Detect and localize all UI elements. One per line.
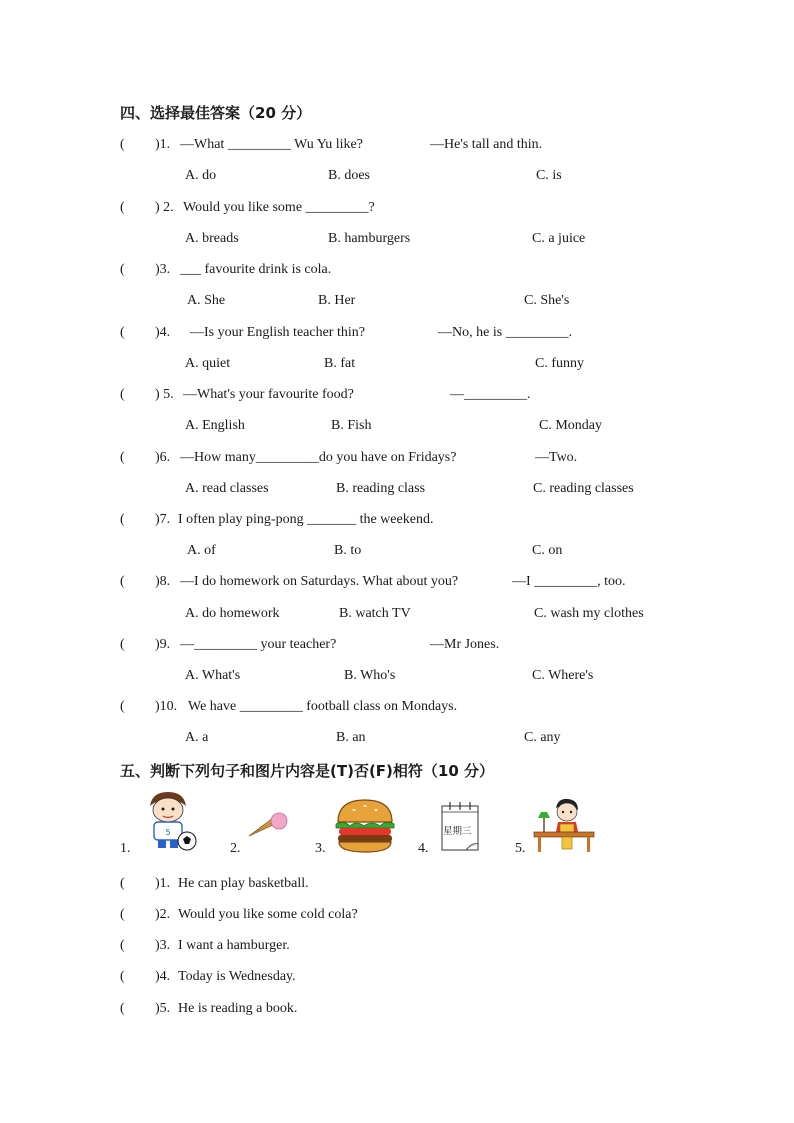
option-a: A. do (185, 168, 217, 183)
answer-paren-open[interactable]: ( (120, 637, 125, 652)
question-reply: —_________. (450, 387, 531, 402)
answer-paren-open[interactable]: ( (120, 938, 125, 953)
statement-text: Would you like some cold cola? (178, 907, 358, 922)
option-a: A. breads (185, 231, 239, 246)
statement-text: He can play basketball. (178, 876, 309, 891)
option-b: B. Who's (344, 668, 396, 683)
option-c: C. any (524, 730, 561, 745)
boy-reading-book-picture (532, 796, 596, 854)
option-a: A. quiet (185, 356, 231, 371)
option-c: C. is (536, 168, 562, 183)
picture-number-2: 2. (230, 841, 241, 856)
option-c: C. She's (524, 293, 570, 308)
statement-text: I want a hamburger. (178, 938, 290, 953)
statement-number: )1. (155, 876, 171, 891)
option-b: B. to (334, 543, 362, 558)
option-a: A. read classes (185, 481, 269, 496)
question-stem: —Is your English teacher thin? (190, 325, 365, 340)
answer-paren-open[interactable]: ( (120, 876, 125, 891)
answer-paren-open[interactable]: ( (120, 450, 125, 465)
option-b: B. does (328, 168, 370, 183)
option-b: B. an (336, 730, 366, 745)
section-4-heading: 四、选择最佳答案（20 分） (120, 104, 312, 122)
question-stem: —_________ your teacher? (180, 637, 337, 652)
question-number: )3. (155, 262, 171, 277)
question-number: )1. (155, 137, 171, 152)
option-b: B. Fish (331, 418, 372, 433)
ice-cream-cone-picture (247, 812, 289, 840)
question-stem: —What _________ Wu Yu like? (180, 137, 363, 152)
question-reply: —No, he is _________. (438, 325, 573, 340)
question-number: )9. (155, 637, 171, 652)
svg-text:5: 5 (165, 828, 171, 837)
option-a: A. English (185, 418, 245, 433)
question-number: )10. (155, 699, 178, 714)
question-number: )6. (155, 450, 171, 465)
question-reply: —Mr Jones. (430, 637, 500, 652)
picture-number-3: 3. (315, 841, 326, 856)
option-c: C. Where's (532, 668, 594, 683)
question-stem: I often play ping-pong _______ the weekend. (178, 512, 434, 527)
calendar-weekday-text: 星期三 (443, 826, 472, 837)
answer-paren-open[interactable]: ( (120, 262, 125, 277)
section-5-heading: 五、判断下列句子和图片内容是(T)否(F)相符（10 分） (120, 762, 494, 780)
option-b: B. watch TV (339, 606, 411, 621)
option-a: A. a (185, 730, 209, 745)
option-c: C. reading classes (533, 481, 634, 496)
answer-paren-open[interactable]: ( (120, 325, 125, 340)
answer-paren-open[interactable]: ( (120, 200, 125, 215)
answer-paren-open[interactable]: ( (120, 699, 125, 714)
answer-paren-open[interactable]: ( (120, 969, 125, 984)
statement-number: )4. (155, 969, 171, 984)
question-reply: —Two. (535, 450, 578, 465)
question-stem: —I do homework on Saturdays. What about you? (180, 574, 459, 589)
answer-paren-open[interactable]: ( (120, 137, 125, 152)
statement-text: He is reading a book. (178, 1001, 298, 1016)
option-c: C. funny (535, 356, 584, 371)
answer-paren-open[interactable]: ( (120, 907, 125, 922)
option-a: A. of (187, 543, 216, 558)
answer-paren-open[interactable]: ( (120, 574, 125, 589)
picture-number-1: 1. (120, 841, 131, 856)
answer-paren-open[interactable]: ( (120, 387, 125, 402)
question-stem: —What's your favourite food? (183, 387, 354, 402)
statement-text: Today is Wednesday. (178, 969, 296, 984)
option-b: B. reading class (336, 481, 426, 496)
option-a: A. do homework (185, 606, 280, 621)
hamburger-picture (334, 796, 396, 854)
question-number: ) 2. (155, 200, 174, 215)
question-reply: —He's tall and thin. (430, 137, 543, 152)
question-stem: Would you like some _________? (183, 200, 375, 215)
statement-number: )2. (155, 907, 171, 922)
question-number: )7. (155, 512, 171, 527)
question-stem: —How many_________do you have on Fridays? (180, 450, 457, 465)
picture-number-5: 5. (515, 841, 526, 856)
option-a: A. She (187, 293, 226, 308)
answer-paren-open[interactable]: ( (120, 512, 125, 527)
picture-number-4: 4. (418, 841, 429, 856)
question-number: ) 5. (155, 387, 174, 402)
option-c: C. wash my clothes (534, 606, 644, 621)
statement-number: )5. (155, 1001, 171, 1016)
statement-number: )3. (155, 938, 171, 953)
option-c: C. Monday (539, 418, 602, 433)
boy-with-football-picture (138, 790, 198, 852)
option-b: B. Her (318, 293, 356, 308)
option-c: C. on (532, 543, 563, 558)
answer-paren-open[interactable]: ( (120, 1001, 125, 1016)
option-b: B. fat (324, 356, 356, 371)
question-number: )8. (155, 574, 171, 589)
question-stem: We have _________ football class on Mondays. (188, 699, 458, 714)
option-a: A. What's (185, 668, 241, 683)
question-number: )4. (155, 325, 171, 340)
question-reply: —I _________, too. (512, 574, 626, 589)
option-c: C. a juice (532, 231, 586, 246)
question-stem: ___ favourite drink is cola. (180, 262, 332, 277)
option-b: B. hamburgers (328, 231, 411, 246)
